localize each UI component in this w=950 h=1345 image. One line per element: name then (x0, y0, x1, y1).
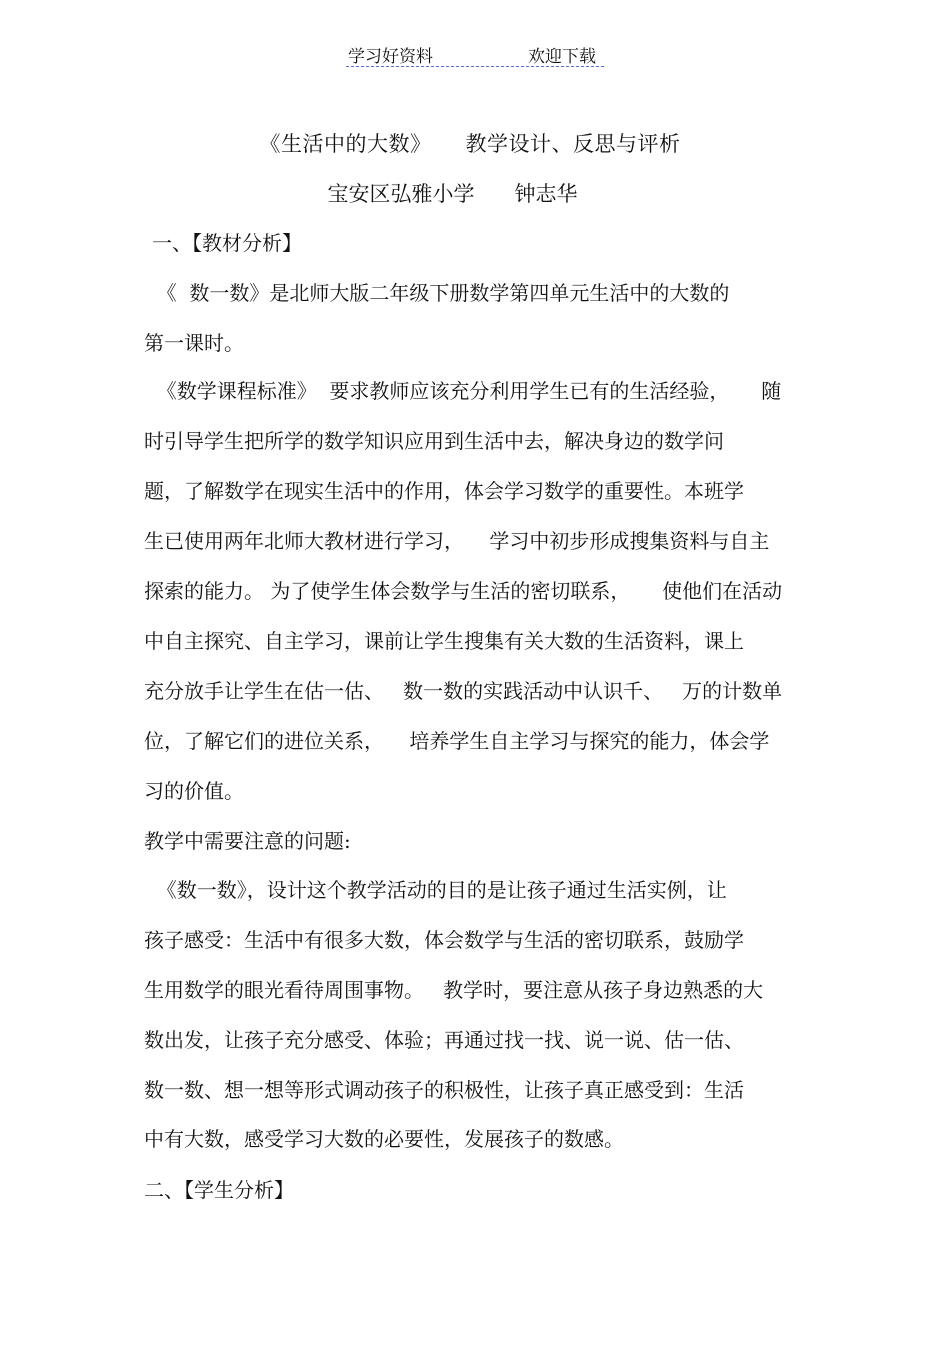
paragraph-line: 生用数学的眼光看待周围事物。 教学时，要注意从孩子身边熟悉的大 (144, 978, 764, 1002)
paragraph-line: 中自主探究、自主学习，课前让学生搜集有关大数的生活资料，课上 (144, 629, 744, 653)
section-heading-2: 二、【学生分析】 (144, 1178, 294, 1202)
document-title (0, 128, 940, 158)
title-part-2: 教学设计、反思与评析 (465, 132, 681, 156)
paragraph-line: 教学中需要注意的问题: (144, 829, 351, 853)
paragraph-line: 题，了解数学在现实生活中的作用，体会学习数学的重要性。本班学 (144, 479, 744, 503)
paragraph-line: 探索的能力。 为了使学生体会数学与生活的密切联系， 使他们在活动 (144, 579, 783, 603)
paragraph-line: 数一数、想一想等形式调动孩子的积极性，让孩子真正感受到：生活 (144, 1078, 744, 1102)
paragraph-line: 《数学课程标准》 要求教师应该充分利用学生已有的生活经验， 随 (144, 379, 782, 403)
page-header (346, 40, 604, 67)
paragraph-line: 数出发，让孩子充分感受、体验；再通过找一找、说一说、估一估、 (144, 1028, 744, 1052)
paragraph-line: 生已使用两年北师大教材进行学习， 学习中初步形成搜集资料与自主 (144, 529, 770, 553)
paragraph-line: 第一课时。 (144, 331, 244, 355)
author-school: 宝安区弘雅小学 (327, 182, 475, 206)
paragraph-line: 《 数一数》是北师大版二年级下册数学第四单元生活中的大数的 (144, 281, 730, 305)
header-left-text: 学习好资料 (348, 47, 433, 67)
header-right-text: 欢迎下载 (528, 47, 596, 67)
section-heading-1: 一、【教材分析】 (152, 231, 302, 255)
title-part-1: 《生活中的大数》 (259, 132, 432, 156)
paragraph-line: 位，了解它们的进位关系， 培养学生自主学习与探究的能力，体会学 (144, 729, 770, 753)
author-line (0, 178, 905, 208)
paragraph-line: 习的价值。 (144, 779, 244, 803)
author-name: 钟志华 (514, 182, 578, 206)
paragraph-line: 中有大数，感受学习大数的必要性，发展孩子的数感。 (144, 1127, 624, 1151)
paragraph-line: 《数一数》，设计这个教学活动的目的是让孩子通过生活实例，让 (144, 878, 727, 902)
paragraph-line: 孩子感受：生活中有很多大数，体会数学与生活的密切联系，鼓励学 (144, 928, 744, 952)
paragraph-line: 充分放手让学生在估一估、 数一数的实践活动中认识千、 万的计数单 (144, 679, 783, 703)
paragraph-line: 时引导学生把所学的数学知识应用到生活中去，解决身边的数学问 (144, 429, 724, 453)
